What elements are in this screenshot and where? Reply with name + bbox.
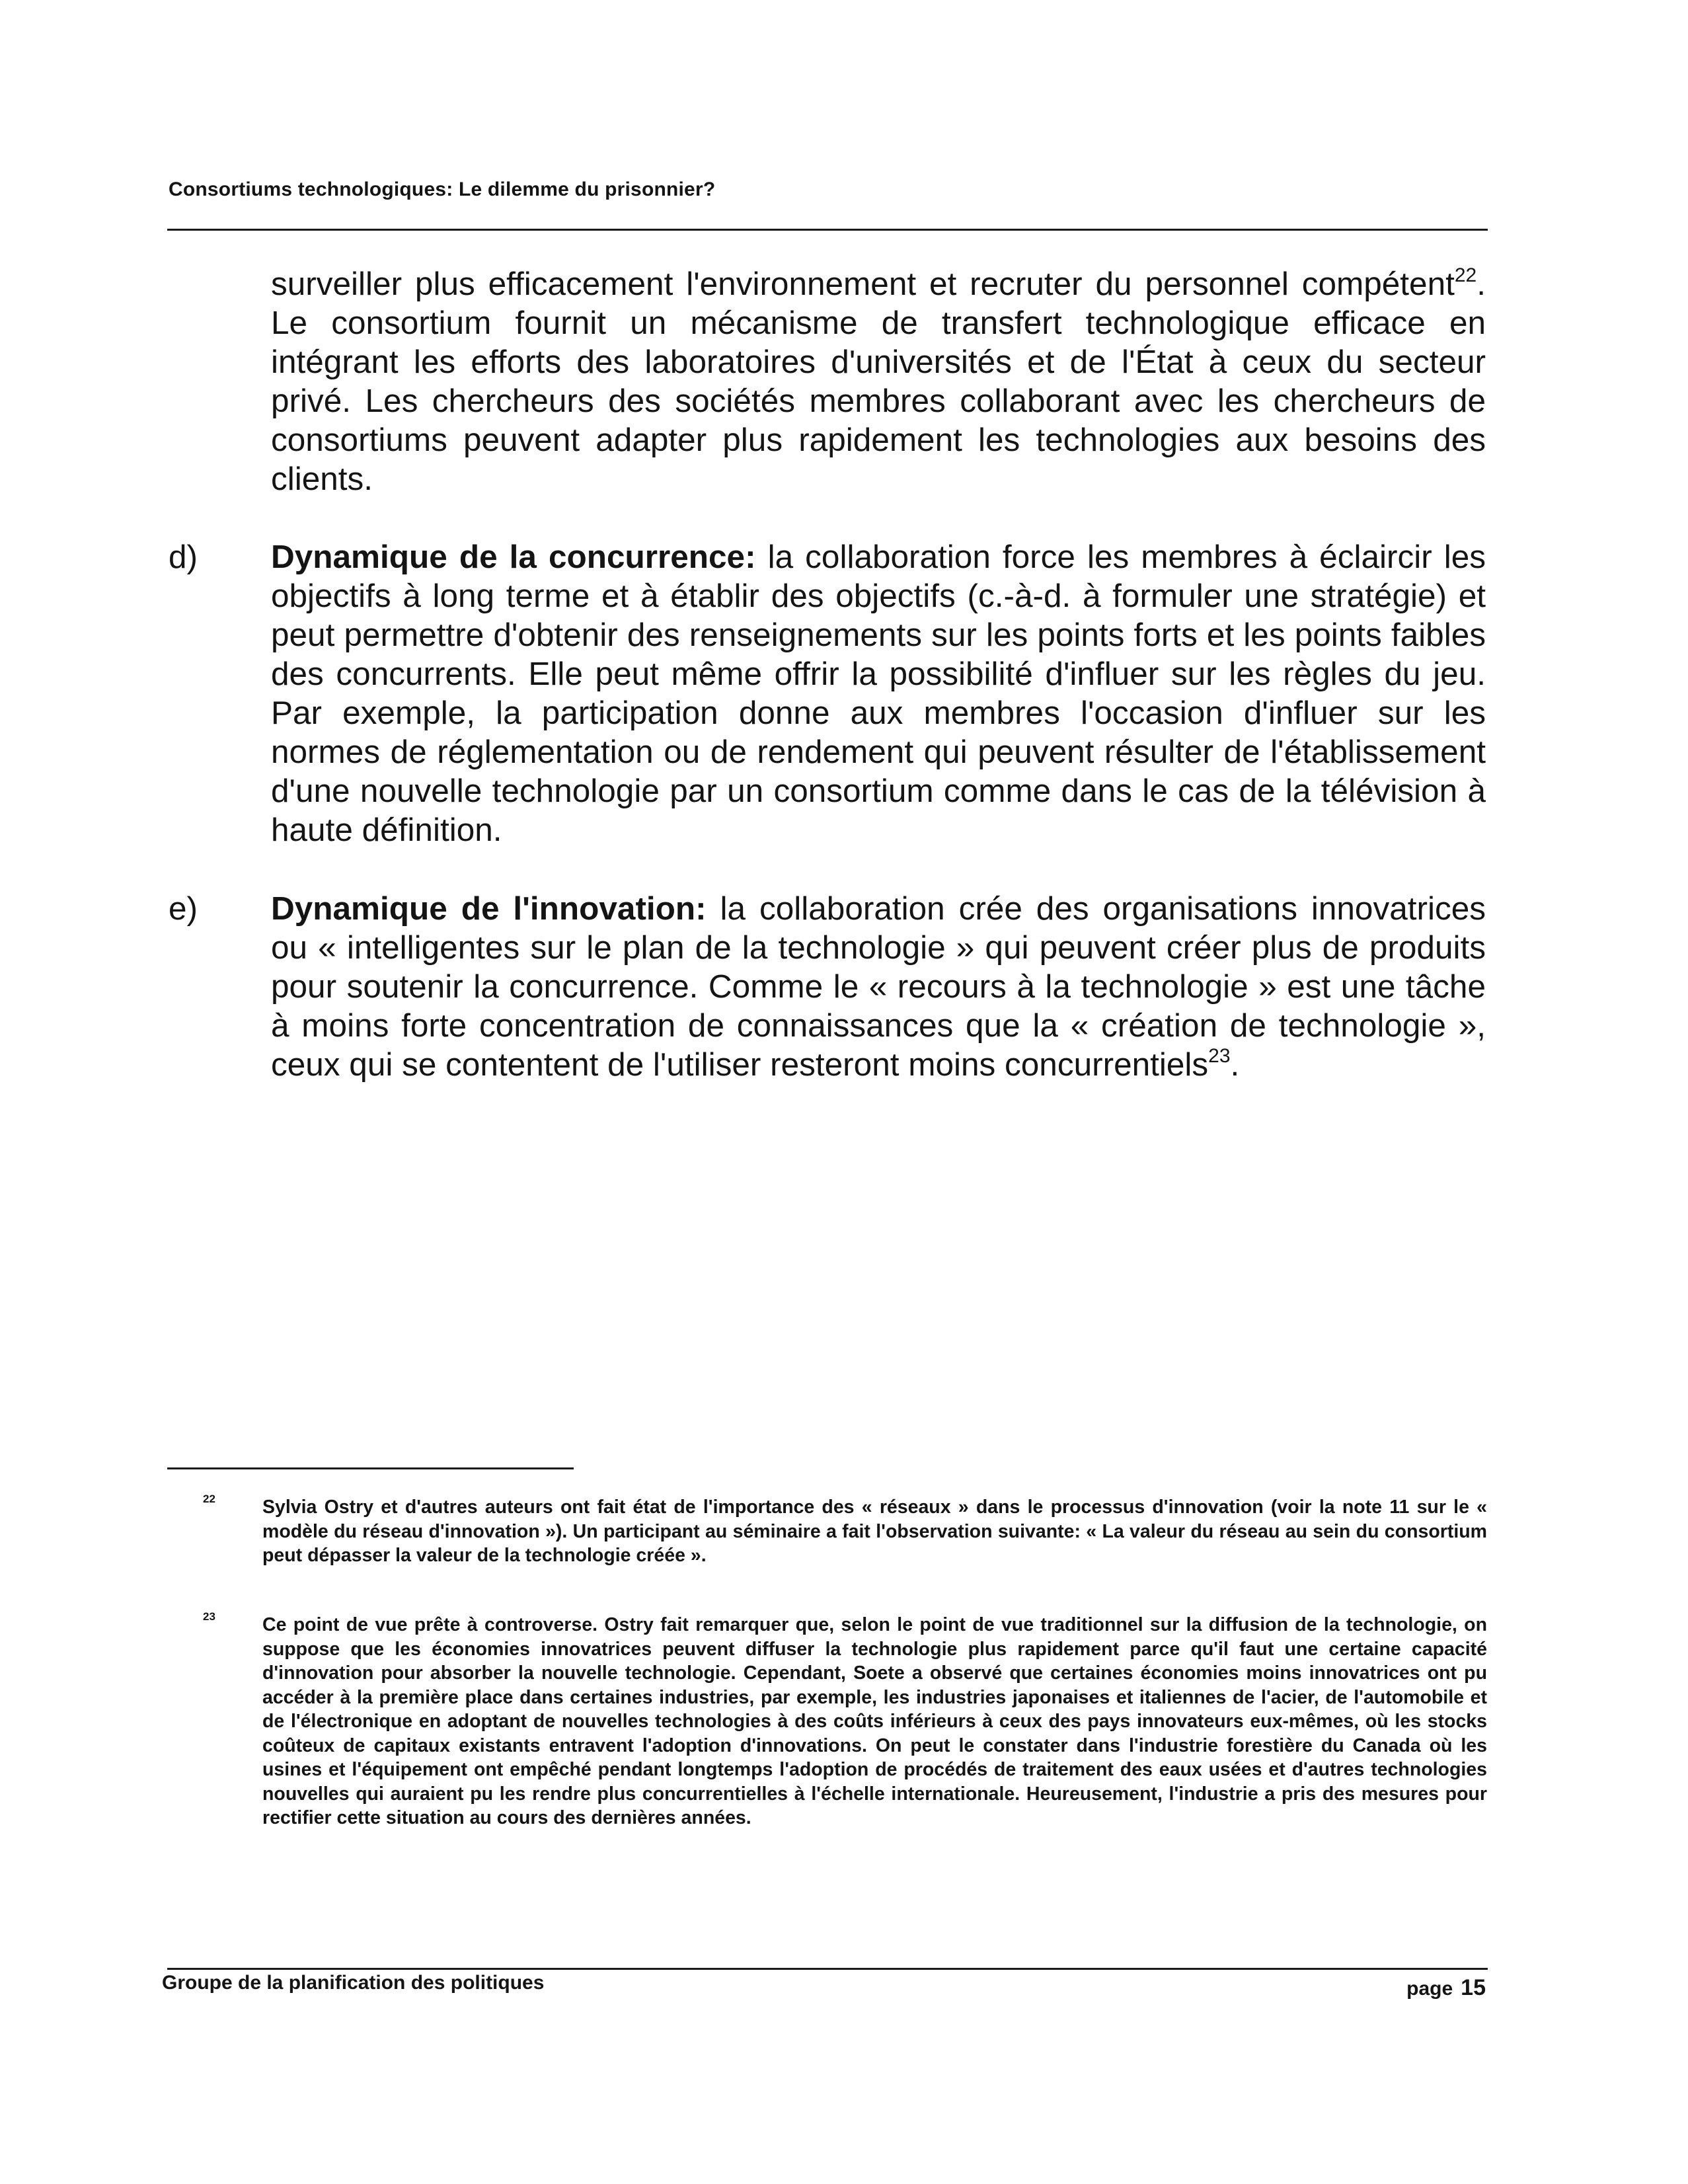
continuation-paragraph — [271, 264, 1486, 498]
running-header: Consortiums technologiques: Le dilemme du prisonnier? — [169, 178, 716, 200]
item-e-lead: Dynamique de l'innovation: — [271, 890, 707, 927]
page-number: 15 — [1461, 1975, 1486, 2000]
continuation-text-b: . Le consortium fournit un mécanisme de transfert technologique efficace en intégrant les efforts des laboratoires d'universités et de l'État à ceux du secteur privé. Les chercheurs des sociétés membres collaborant avec les chercheurs de consortiums peuvent adapter plus rapidement les technologies aux besoins des clients. — [271, 266, 1486, 497]
item-d-text: la collaboration force les membres à éclaircir les objectifs à long terme et à établir des objectifs (c.-à-d. à formuler une stratégie) et peut permettre d'obtenir des renseignements sur les points forts et les points faibles des concurrents. Elle peut même offrir la possibilité d'influer sur les règles du jeu. Par exemple, la participation donne aux membres l'occasion d'influer sur les normes de réglementation ou de rendement qui peuvent résulter de l'établissement d'une nouvelle technologie par un consortium comme dans le cas de la télévision à haute définition. — [271, 539, 1486, 848]
continuation-text-a: surveiller plus efficacement l'environnement et recruter du personnel compétent — [271, 266, 1455, 302]
item-e-text: la collaboration crée des organisations innovatrices ou « intelligentes sur le plan de la technologie » qui peuvent créer plus de produits pour soutenir la concurrence. Comme le « recours à la technologie » est une tâche à moins forte concentration de connaissances que la « création de technologie », ceux qui se contentent de l'utiliser resteront moins concurrentiels — [271, 890, 1486, 1083]
item-letter-e: e) — [169, 890, 198, 927]
item-d-paragraph — [271, 537, 1486, 849]
footnote-22-text: Sylvia Ostry et d'autres auteurs ont fait état de l'importance des « réseaux » dans le processus d'innovation (voir la note 11 sur le « modèle du réseau d'innovation »). Un participant au séminaire a fait l'observation suivante: « La valeur du réseau au sein du consortium peut dépasser la valeur de la technologie créée ». — [262, 1497, 1487, 1566]
footer-rule — [167, 1968, 1488, 1970]
footnote-23-text: Ce point de vue prête à controverse. Ostry fait remarquer que, selon le point de vue traditionnel sur la diffusion de la technologie, on suppose que les économies innovatrices peuvent diffuser la technologie plus rapidement parce qu'il faut une certaine capacité d'innovation pour absorber la nouvelle technologie. Cependant, Soete a observé que certaines économies moins innovatrices ont pu accéder à la première place dans certaines industries, par exemple, les industries japonaises et italiennes de l'acier, de l'automobile et de l'électronique en adoptant de nouvelles technologies à des coûts inférieurs à ceux des pays innovateurs eux-mêmes, où les stocks coûteux de capitaux existants entravent l'adoption d'innovations. On peut le constater dans l'industrie forestière du Canada où les usines et l'équipement ont empêché pendant longtemps l'adoption de procédés de traitement des eaux usées et d'autres technologies nouvelles qui auraient pu les rendre plus concurrentielles à l'échelle internationale. Heureusement, l'industrie a pris des mesures pour rectifier cette situation au cours des dernières années. — [262, 1614, 1487, 1828]
item-d-lead: Dynamique de la concurrence: — [271, 539, 756, 575]
footnote-mark-22: 22 — [203, 1493, 215, 1505]
footer-page — [1406, 1975, 1486, 2001]
header-rule — [167, 229, 1488, 231]
footnote-rule — [167, 1467, 574, 1469]
item-letter-d: d) — [169, 539, 198, 575]
footnote-ref-22[interactable]: 22 — [1454, 264, 1477, 286]
item-e-end: . — [1230, 1046, 1240, 1083]
footer-organization: Groupe de la planification des politiques — [162, 1972, 545, 1994]
item-e-paragraph — [271, 889, 1486, 1084]
footnote-mark-23: 23 — [203, 1610, 215, 1623]
footnote-ref-23[interactable]: 23 — [1208, 1045, 1231, 1067]
page-label: page — [1406, 1978, 1453, 2000]
